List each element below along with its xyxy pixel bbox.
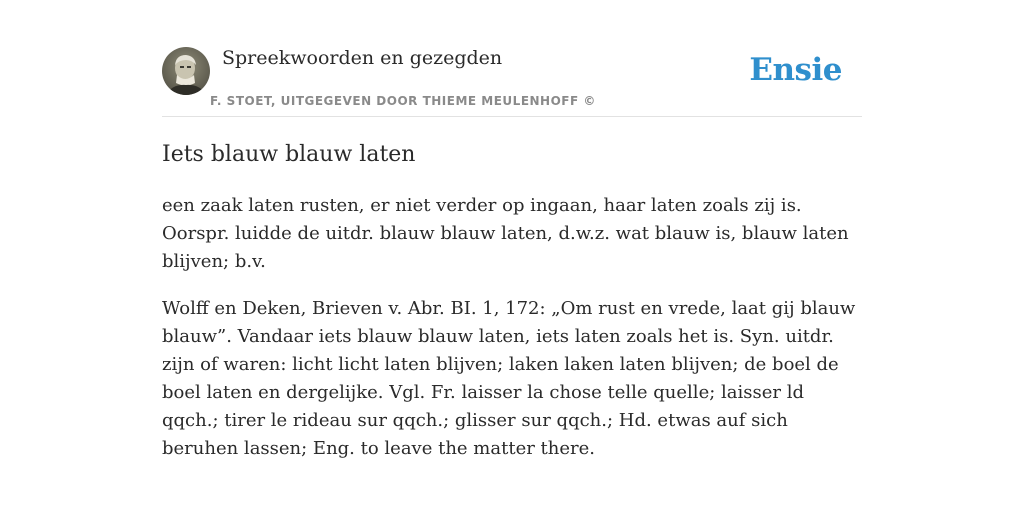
author-portrait-icon[interactable] [162,47,210,95]
entry-title: Iets blauw blauw laten [162,142,416,167]
source-header [162,46,862,117]
book-title-link[interactable]: Spreekwoorden en gezegden [222,47,503,69]
publisher-byline: F. STOET, UITGEGEVEN DOOR THIEME MEULENHOFF © [210,94,596,108]
definition-paragraph: een zaak laten rusten, er niet verder op ingaan, haar laten zoals zij is. Oorspr. luidde de uitdr. blauw blauw laten, d.w.z. wat blauw is, blauw laten blijven; b.v. [162,195,849,272]
entry-definition [162,192,862,482]
ensie-logo[interactable]: Ensie [749,52,842,88]
definition-paragraph: Wolff en Deken, Brieven v. Abr. BI. 1, 172: „Om rust en vrede, laat gij blauw blauw”. Vandaar iets blauw blauw laten, iets laten zoals het is. Syn. uitdr. zijn of waren: licht licht laten blijven; laken laken laten blijven; de boel de boel laten en dergelijke. Vgl. Fr. laisser la chose telle quelle; laisser ld qqch.; tirer le rideau sur qqch.; glisser sur qqch.; Hd. etwas auf sich beruhen lassen; Eng. to leave the matter there. [162,298,856,459]
